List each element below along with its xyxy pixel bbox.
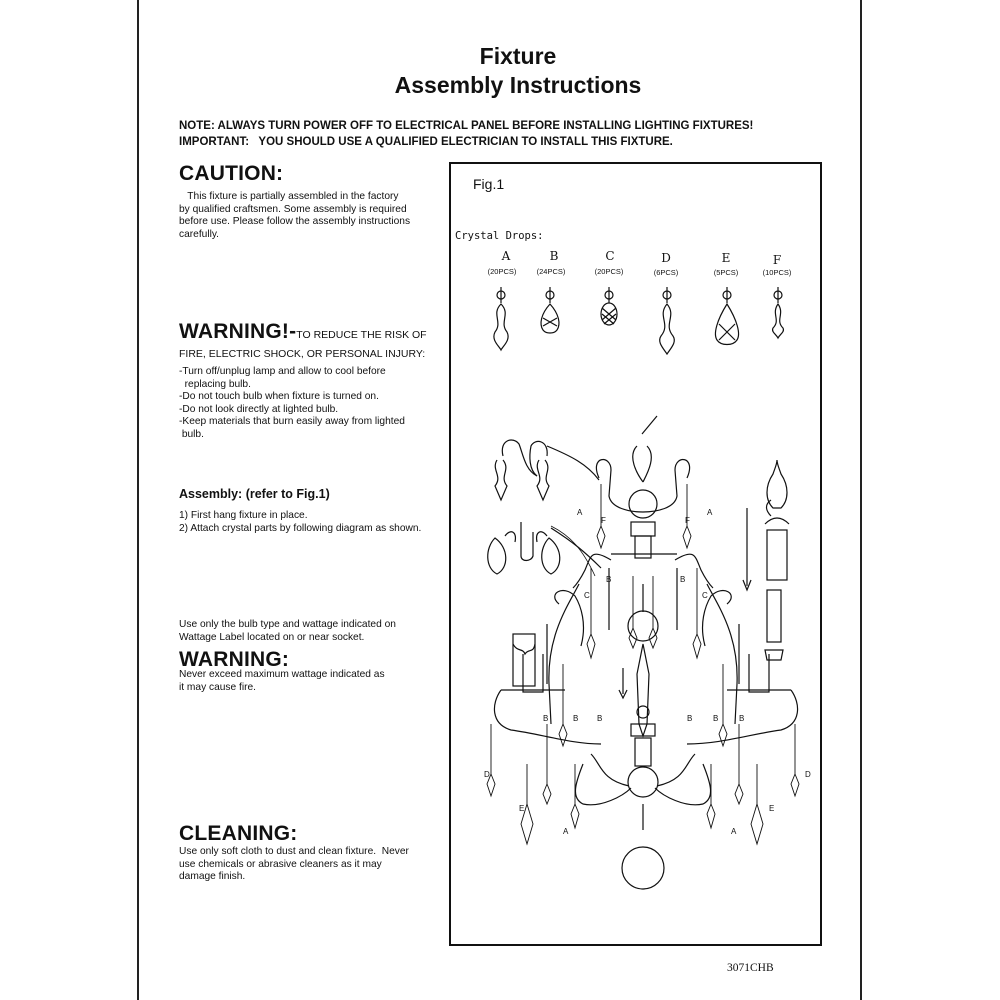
- right-margin-rule: [860, 0, 862, 1000]
- crystal-drop-e-icon: [715, 287, 738, 345]
- wattage-text: Use only the bulb type and wattage indicated on Wattage Label located on or near socket.: [179, 619, 396, 643]
- callout-a-lower-left: A: [563, 827, 569, 836]
- callout-b-mid-right-1: B: [687, 714, 693, 723]
- drop-count-f: (10PCS): [762, 268, 792, 277]
- crystal-drop-d-icon: [660, 287, 675, 354]
- callout-e-right: E: [769, 804, 775, 813]
- caution-text: This fixture is partially assembled in the factory by qualified craftsmen. Some assembly is required before use. Please follow the assembly instructions carefully.: [179, 191, 411, 240]
- drop-letter-b: B: [549, 249, 559, 263]
- figure-label: Fig.1: [473, 176, 505, 192]
- callout-d-right: D: [805, 770, 811, 779]
- left-margin-rule: [137, 0, 139, 1000]
- callout-b-mid-left-1: B: [543, 714, 549, 723]
- assembly-heading: Assembly: (refer to Fig.1): [179, 487, 330, 501]
- crystal-drop-c-icon: [601, 287, 617, 325]
- callout-a-right: A: [707, 508, 713, 517]
- drop-count-a: (20PCS): [487, 267, 517, 276]
- wattage-warning-heading: WARNING:: [179, 648, 290, 671]
- callout-f-left: F: [601, 516, 606, 525]
- callout-b-upper-left: B: [606, 575, 612, 584]
- chandelier-diagram: [451, 164, 820, 944]
- callout-a-left: A: [577, 508, 583, 517]
- hanging-crystals-icon: [487, 484, 799, 844]
- drop-letter-a: A: [501, 249, 511, 263]
- drop-count-e: (5PCS): [713, 268, 739, 277]
- crystal-drop-a-icon: [494, 287, 508, 350]
- arm-detail-top-icon: [495, 440, 599, 500]
- warning-heading-label: WARNING!-: [179, 320, 297, 343]
- power-off-note: NOTE: ALWAYS TURN POWER OFF TO ELECTRICAL PANEL BEFORE INSTALLING LIGHTING FIXTURES!: [179, 120, 754, 132]
- drop-letter-f: F: [772, 253, 782, 267]
- electrician-note: IMPORTANT: YOU SHOULD USE A QUALIFIED ELECTRICIAN TO INSTALL THIS FIXTURE.: [179, 136, 673, 148]
- callout-b-mid-right-3: B: [739, 714, 745, 723]
- warning-heading-inline: TO REDUCE THE RISK OF: [296, 329, 427, 341]
- callout-a-lower-right: A: [731, 827, 737, 836]
- page-title-line1: Fixture: [479, 43, 557, 69]
- cleaning-heading: CLEANING:: [179, 822, 298, 845]
- callout-b-mid-right-2: B: [713, 714, 719, 723]
- drop-letter-d: D: [661, 251, 671, 265]
- crystal-drop-f-icon: [773, 287, 784, 338]
- crystal-drop-b-icon: [541, 287, 559, 333]
- callout-c-right: C: [702, 591, 708, 600]
- warning-subline: FIRE, ELECTRIC SHOCK, OR PERSONAL INJURY:: [179, 348, 426, 360]
- callout-b-mid-left-2: B: [573, 714, 579, 723]
- assembly-steps: 1) First hang fixture in place. 2) Attach crystal parts by following diagram as shown.: [179, 510, 422, 534]
- drop-count-d: (6PCS): [653, 268, 679, 277]
- drop-count-c: (20PCS): [594, 267, 624, 276]
- callout-f-right: F: [685, 516, 690, 525]
- model-number: 3071CHB: [727, 962, 774, 974]
- drop-letter-e: E: [721, 251, 731, 265]
- callout-b-upper-right: B: [680, 575, 686, 584]
- callout-b-mid-left-3: B: [597, 714, 603, 723]
- chandelier-top-icon: [573, 416, 713, 588]
- callout-c-left: C: [584, 591, 590, 600]
- callout-e-left: E: [519, 804, 525, 813]
- callout-d-left: D: [484, 770, 490, 779]
- arm-detail-bottom-icon: [488, 522, 601, 574]
- warning-items: -Turn off/unplug lamp and allow to cool before replacing bulb. -Do not touch bulb when fixture is turned on. -Do not look directly at lighted bulb. -Keep materials that burn easily away from lighted bulb.: [179, 366, 405, 440]
- warning-heading: [179, 320, 427, 344]
- drop-letter-c: C: [605, 249, 615, 263]
- crystal-drops-title: Crystal Drops:: [455, 230, 544, 242]
- caution-heading: CAUTION:: [179, 162, 284, 185]
- chandelier-bottom-icon: [494, 654, 797, 889]
- cleaning-text: Use only soft cloth to dust and clean fixture. Never use chemicals or abrasive cleaners as it may damage finish.: [179, 846, 409, 883]
- wattage-warning-text: Never exceed maximum wattage indicated as it may cause fire.: [179, 669, 385, 693]
- candle-left-icon: [513, 634, 535, 686]
- candle-bulb-icon: [743, 460, 789, 660]
- drop-count-b: (24PCS): [536, 267, 566, 276]
- center-finial-icon: [619, 644, 649, 736]
- page-title-line2: Assembly Instructions: [394, 72, 642, 98]
